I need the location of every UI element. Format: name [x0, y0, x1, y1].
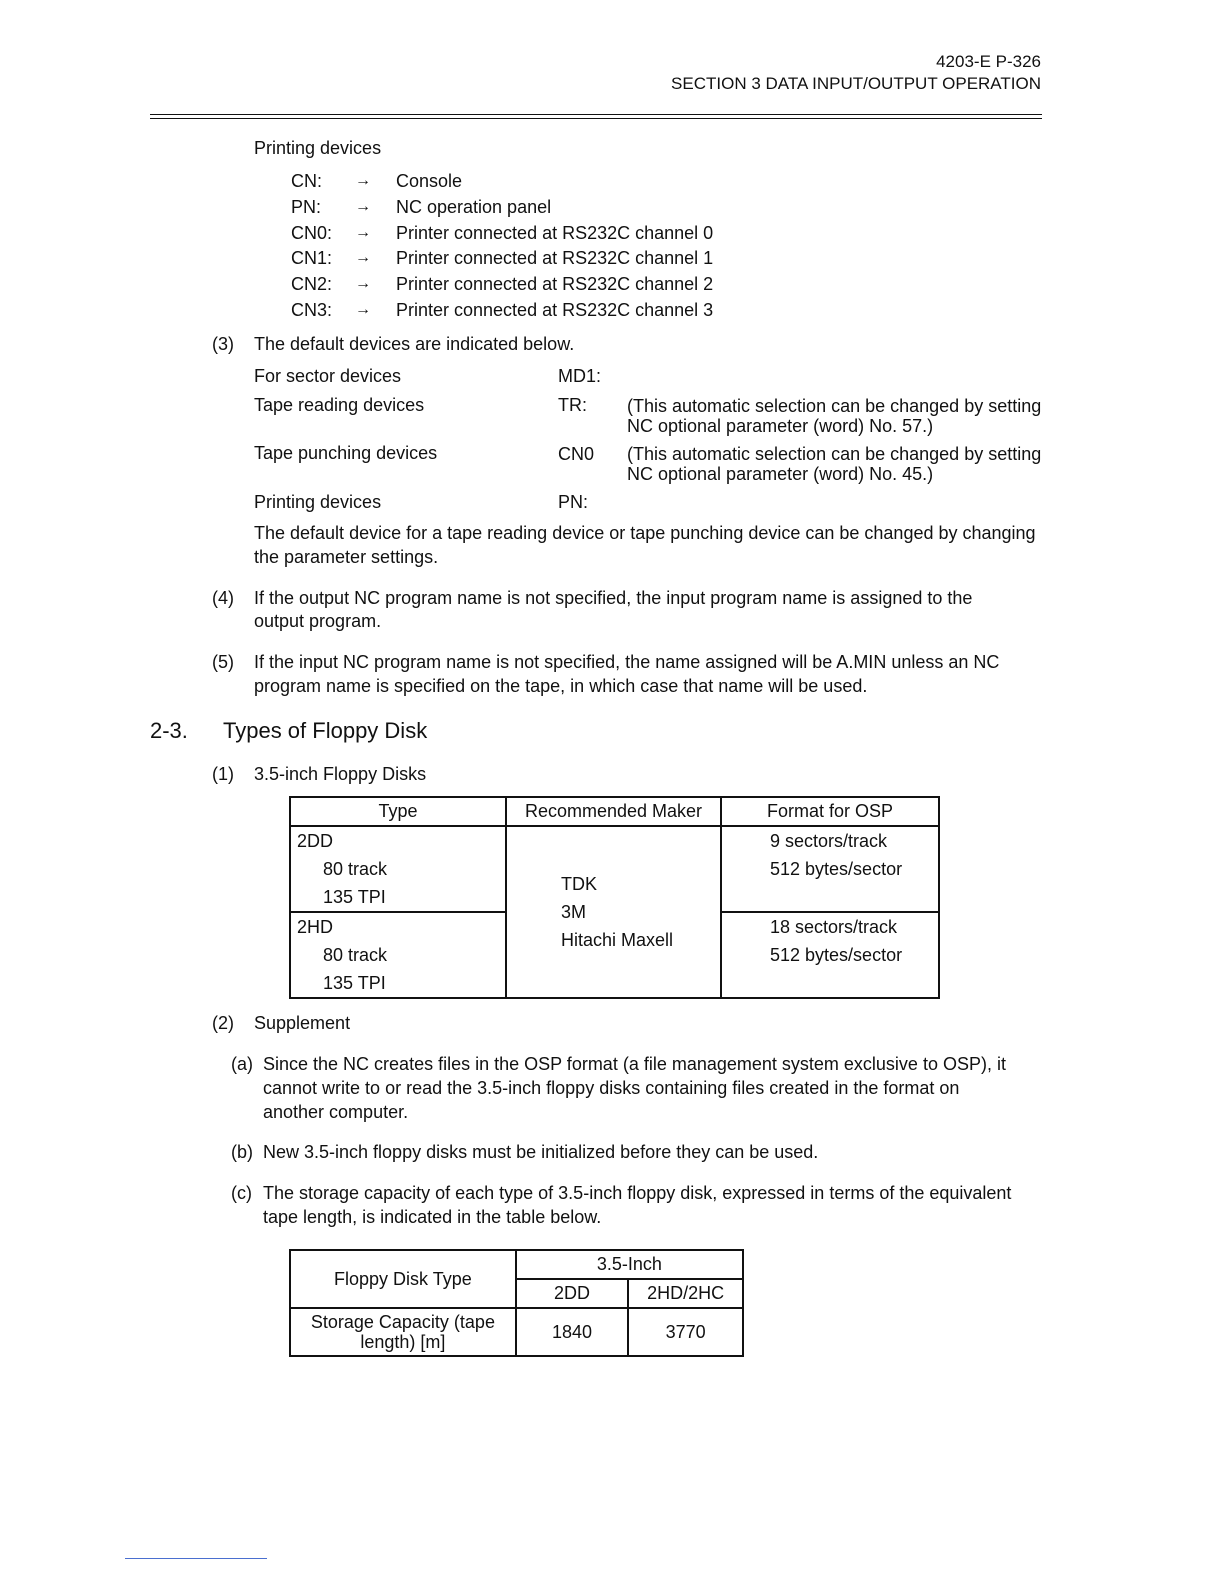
paragraph-line: If the input NC program name is not specified, the name assigned will be A.MIN unless an NC: [254, 652, 1000, 672]
device-desc: NC operation panel: [396, 197, 552, 217]
maker-name: 3M: [561, 902, 587, 922]
doc-code: 4203-E P-326: [936, 52, 1041, 71]
item-number: (3): [212, 334, 234, 354]
table-header: Format for OSP: [721, 797, 939, 826]
maker-name: Hitachi Maxell: [561, 930, 674, 950]
capacity-label: Storage Capacity (tape: [310, 1312, 495, 1332]
device-code: CN1:: [291, 248, 333, 268]
section-title: Types of Floppy Disk: [223, 718, 428, 743]
column-header: 2HD/2HC: [628, 1279, 743, 1308]
default-device: TR:: [558, 395, 587, 415]
device-code: CN3:: [291, 300, 333, 320]
capacity-value: 1840: [516, 1308, 628, 1356]
default-note: NC optional parameter (word) No. 57.): [627, 416, 934, 436]
format-line: 512 bytes/sector: [770, 945, 903, 965]
section-header: SECTION 3 DATA INPUT/OUTPUT OPERATION: [671, 74, 1041, 93]
type-spec: 80 track: [323, 945, 388, 965]
paragraph-line: another computer.: [263, 1102, 409, 1122]
item-number: (1): [212, 764, 234, 784]
section-number: 2-3.: [150, 718, 188, 743]
row-header: Floppy Disk Type: [290, 1250, 516, 1308]
supplement-label: (c): [231, 1183, 252, 1203]
device-code: CN0:: [291, 223, 333, 243]
table-row: [290, 826, 939, 912]
item3-text: The default devices are indicated below.: [254, 334, 575, 354]
table-header: Type: [290, 797, 506, 826]
maker-name: TDK: [561, 874, 597, 894]
paragraph-line: The storage capacity of each type of 3.5-inch floppy disk, expressed in terms of the equivalent: [263, 1183, 1012, 1203]
device-desc: Printer connected at RS232C channel 1: [396, 248, 714, 268]
device-code: CN2:: [291, 274, 333, 294]
paragraph-line: cannot write to or read the 3.5-inch floppy disks containing files created in the format on: [263, 1078, 960, 1098]
default-device: PN:: [558, 492, 589, 512]
default-label: For sector devices: [254, 366, 402, 386]
header-rule-2: [150, 118, 1042, 119]
device-code: PN:: [291, 197, 322, 217]
paragraph-line: program name is specified on the tape, in which case that name will be used.: [254, 676, 868, 696]
sub-heading: 3.5-inch Floppy Disks: [254, 764, 427, 784]
arrow-right-icon: →: [355, 224, 371, 241]
default-note: (This automatic selection can be changed by setting: [627, 444, 1042, 464]
paragraph-line: New 3.5-inch floppy disks must be initialized before they can be used.: [263, 1142, 819, 1162]
default-label: Tape punching devices: [254, 443, 438, 463]
default-device: CN0: [558, 444, 595, 464]
default-device: MD1:: [558, 366, 602, 386]
device-desc: Printer connected at RS232C channel 2: [396, 274, 714, 294]
capacity-value: 3770: [628, 1308, 743, 1356]
paragraph-line: tape length, is indicated in the table below.: [263, 1207, 602, 1227]
arrow-right-icon: →: [355, 275, 371, 292]
device-desc: Printer connected at RS232C channel 3: [396, 300, 714, 320]
type-name: 2HD: [297, 917, 334, 937]
item-number: (4): [212, 588, 234, 608]
type-name: 2DD: [297, 831, 334, 851]
printing-devices-heading: Printing devices: [254, 138, 382, 158]
arrow-right-icon: →: [355, 198, 371, 215]
floppy-types-table: [289, 796, 940, 999]
item-number: (2): [212, 1013, 234, 1033]
type-spec: 135 TPI: [323, 887, 386, 907]
capacity-label: length) [m]: [360, 1332, 446, 1352]
paragraph-line: the parameter settings.: [254, 547, 439, 567]
group-header: 3.5-Inch: [516, 1250, 743, 1279]
type-spec: 135 TPI: [323, 973, 386, 993]
arrow-right-icon: →: [355, 301, 371, 318]
sub-heading: Supplement: [254, 1013, 351, 1033]
type-spec: 80 track: [323, 859, 388, 879]
format-line: 512 bytes/sector: [770, 859, 903, 879]
default-label: Printing devices: [254, 492, 382, 512]
table-header: Recommended Maker: [506, 797, 721, 826]
default-note: (This automatic selection can be changed by setting: [627, 396, 1042, 416]
footer-rule: [125, 1558, 267, 1559]
storage-capacity-table: [289, 1249, 744, 1357]
paragraph-line: The default device for a tape reading device or tape punching device can be changed by changing: [254, 523, 1036, 543]
column-header: 2DD: [516, 1279, 628, 1308]
device-code: CN:: [291, 171, 322, 191]
paragraph-line: output program.: [254, 611, 382, 631]
header-rule: [150, 114, 1042, 115]
device-desc: Console: [396, 171, 463, 191]
default-note: NC optional parameter (word) No. 45.): [627, 464, 934, 484]
supplement-label: (b): [231, 1142, 253, 1162]
arrow-right-icon: →: [355, 172, 371, 189]
device-desc: Printer connected at RS232C channel 0: [396, 223, 714, 243]
item-number: (5): [212, 652, 234, 672]
format-line: 18 sectors/track: [770, 917, 898, 937]
default-label: Tape reading devices: [254, 395, 425, 415]
arrow-right-icon: →: [355, 249, 371, 266]
table-row: [290, 1308, 743, 1356]
paragraph-line: Since the NC creates files in the OSP format (a file management system exclusive to OSP), it: [263, 1054, 1006, 1074]
format-line: 9 sectors/track: [770, 831, 888, 851]
supplement-label: (a): [231, 1054, 253, 1074]
paragraph-line: If the output NC program name is not specified, the input program name is assigned to the: [254, 588, 973, 608]
